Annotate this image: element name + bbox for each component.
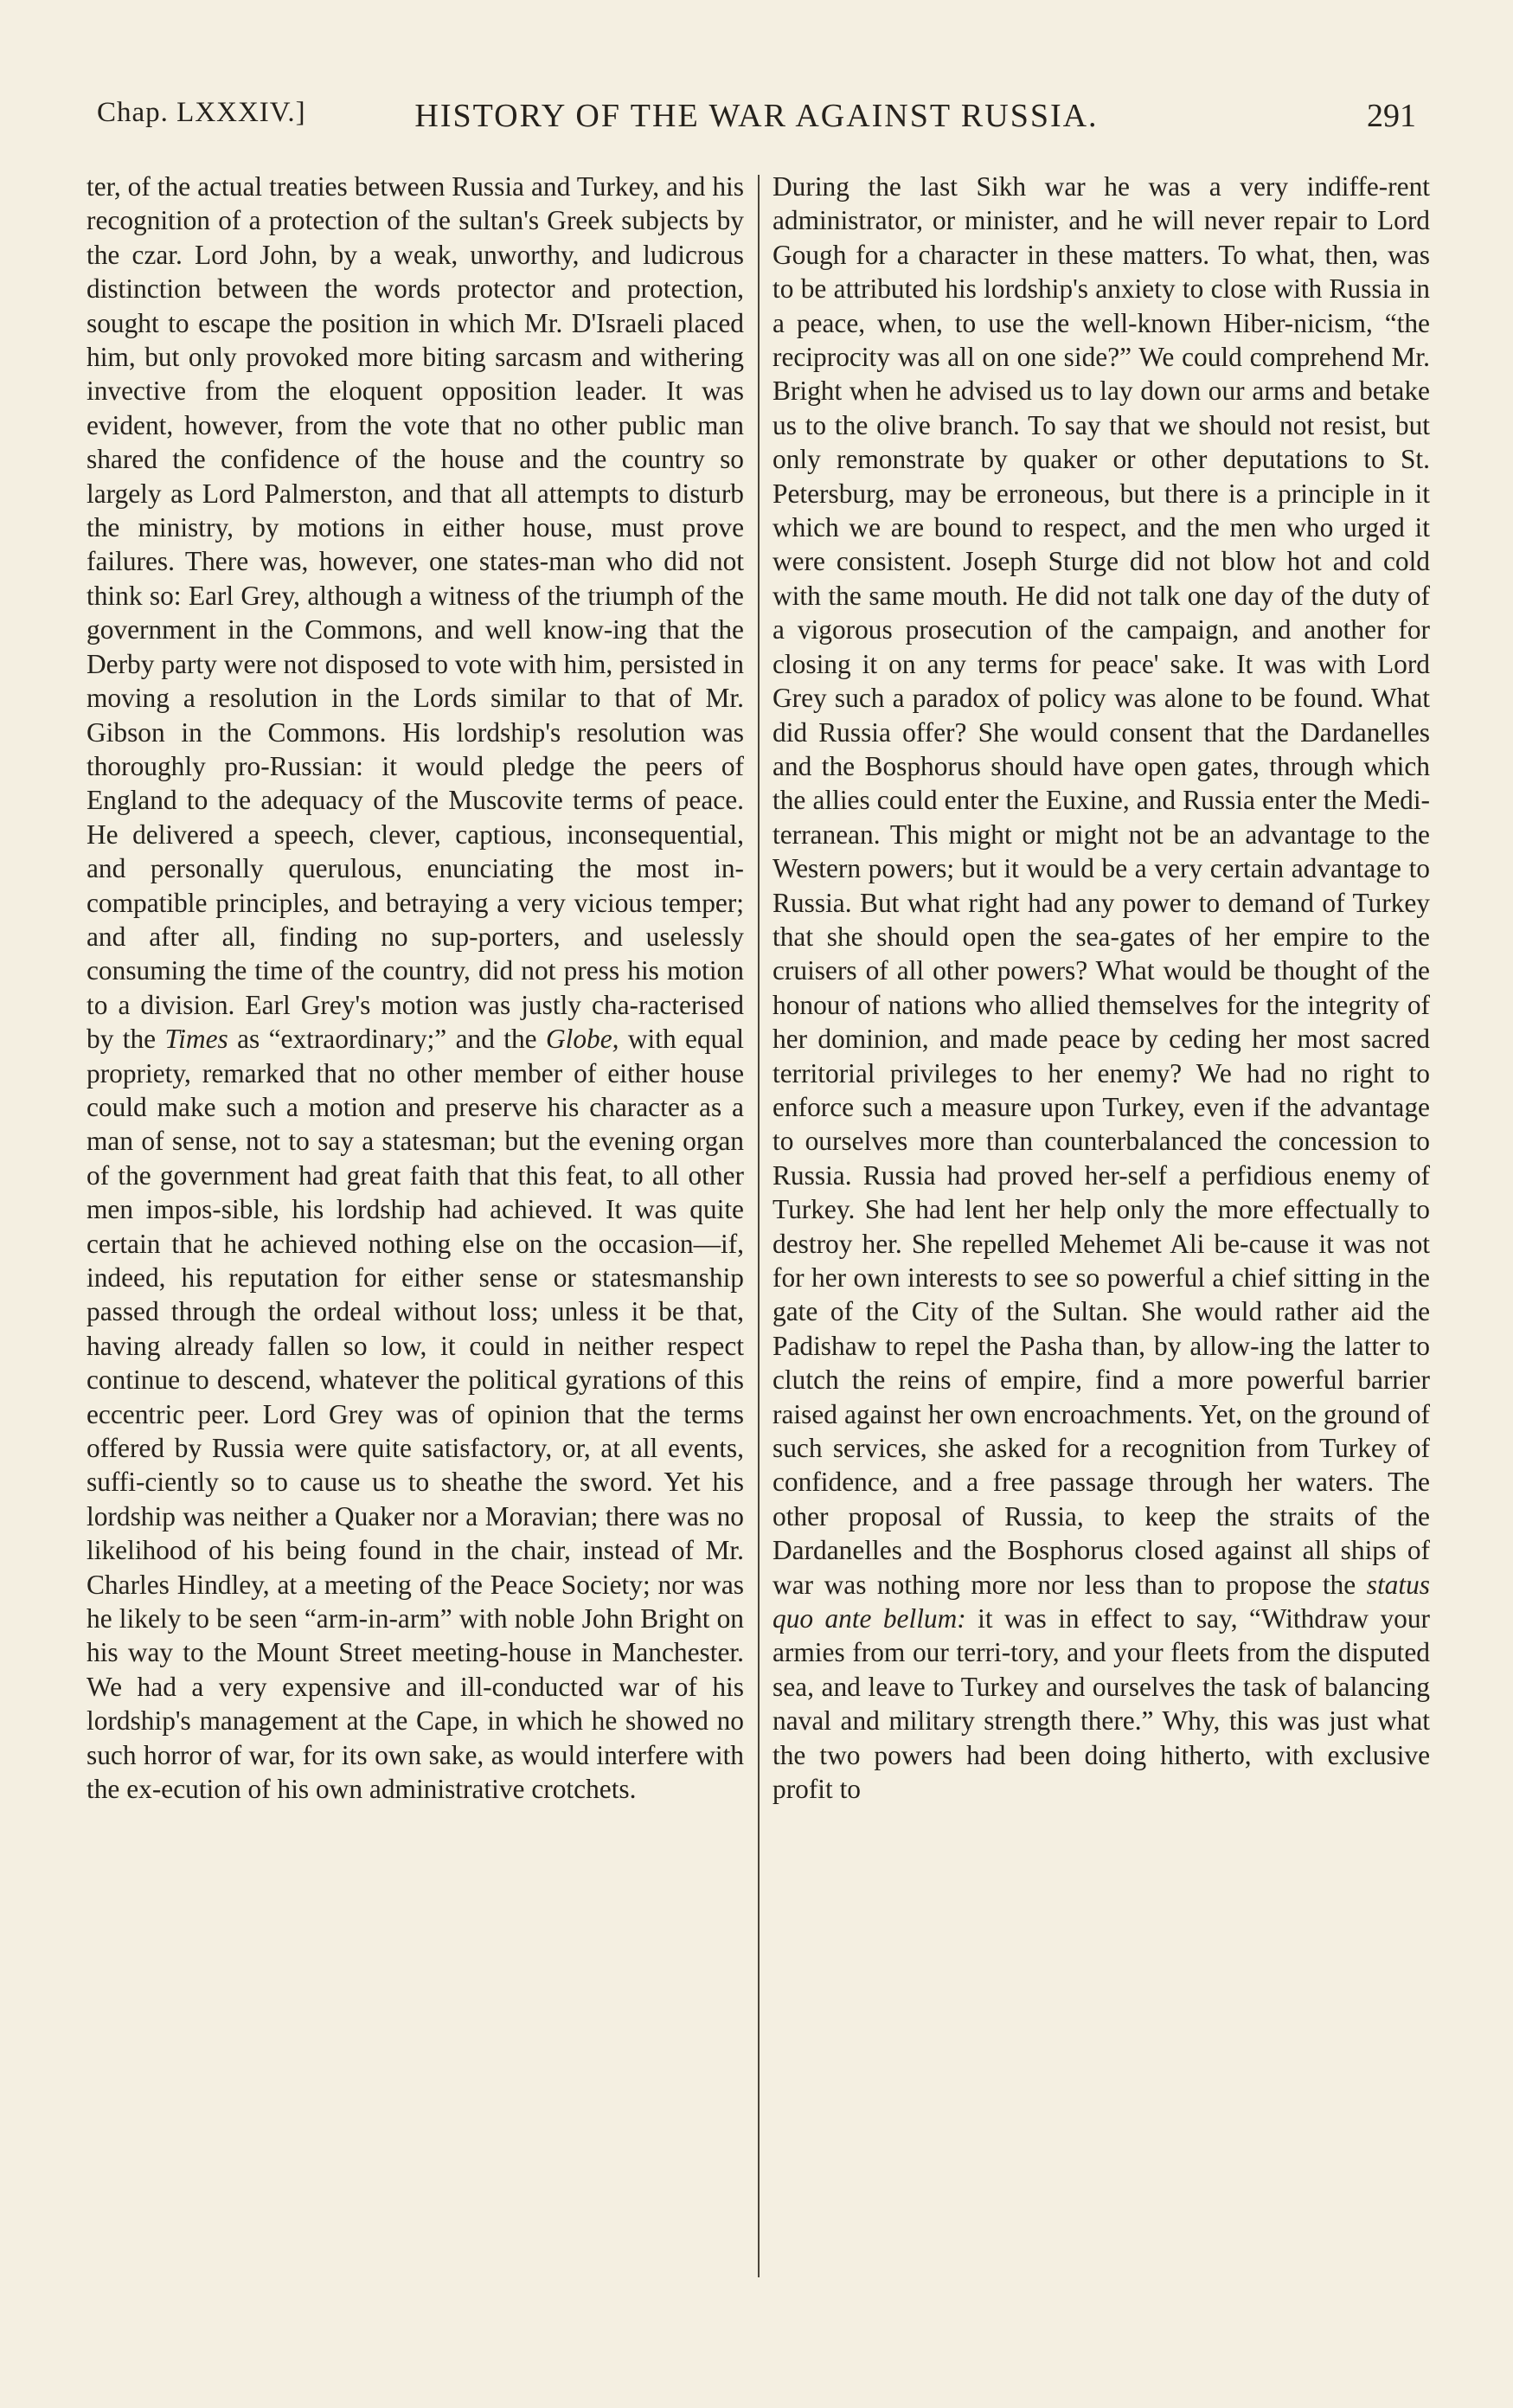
page-number: 291 xyxy=(1367,98,1416,134)
column-divider xyxy=(758,175,760,2277)
right-text-1: During the last Sikh war he was a very indiffe-rent administrator, or minister, and he will never repair to Lord Gough for a character in these matters. To what, then, was to be attributed his lordship's anxiety to close with Russia in a peace, when, to use the well-known Hiber-nicism, “the reciprocity was all on one side?” We could comprehend Mr. Bright when he advised us to lay down our arms and betake us to the olive branch. To say that we should not resist, but only remonstrate by quaker or other deputations to St. Petersburg, may be erroneous, but there is a principle in it which we are bound to respect, and the men who urged it were consistent. Joseph Sturge did not blow hot and cold with the same mouth. He did not talk one day of the duty of a vigorous prosecution of the campaign, and another for closing it on any terms for peace' sake. It was with Lord Grey such a paradox of policy was alone to be found. What did Russia offer? She would consent that the Dardanelles and the Bosphorus should have open gates, through which the allies could enter the Euxine, and Russia enter the Medi-terranean. This might or might not be an advantage to the Western powers; but it would be a very certain advantage to Russia. But what right had any power to demand of Turkey that she should open the sea-gates of her empire to the cruisers of all other powers? What would be thought of the honour of nations who allied themselves for the integrity of her dominion, and made peace by ceding her most sacred territorial privileges to her enemy? We had no right to enforce such a measure upon Turkey, even if the advantage to ourselves more than counterbalanced the concession to Russia. Russia had proved her-self a perfidious enemy of Turkey. She had lent her help only the more effectually to destroy her. She repelled Mehemet Ali be-cause it was not for her own interests to see so powerful a chief sitting in the gate of the City of the Sultan. She would rather aid the Padishaw to repel the Pasha than, by allow-ing the latter to clutch the reins of empire, find a more powerful barrier raised against her own encroachments. Yet, on the ground of such services, she asked for a recognition from Turkey of confidence, and a free passage through her waters. The other proposal of Russia, to keep the straits of the Dardanelles and the Bosphorus closed against all ships of war was nothing more nor less than to propose the xyxy=(773,171,1430,1600)
status-quo-phrase: status quo ante bellum: xyxy=(773,1569,1430,1634)
left-text-3: with equal propriety, remarked that no other member of either house could make such a motion and preserve his character as a man of sense, not to say a statesman; but the evening organ of the government had great faith that this feat, to all other men impos-sible, his lordship had achieved. It was quite certain that he achieved nothing else on the occasion—if, indeed, his reputation for either sense or statesmanship passed through the ordeal without loss; unless it be that, having already fallen so low, it could in neither respect continue to descend, whatever the political gyrations of this eccentric peer. Lord Grey was of opinion that the terms offered by Russia were quite satisfactory, or, at all events, suffi-ciently so to cause us to sheathe the sword. Yet his lordship was neither a Quaker nor a Moravian; there was no likelihood of his being found in the chair, instead of Mr. Charles Hindley, at a meeting of the Peace Society; nor was he likely to be seen “arm-in-arm” with noble John Bright on his way to the Mount Street meeting-house in Manchester. We had a very expensive and ill-conducted war of his lordship's management at the Cape, in which he showed no such horror of war, for its own sake, as would interfere with the ex-ecution of his own administrative crotchets. xyxy=(87,1024,745,1805)
right-paragraph xyxy=(773,170,1430,1807)
right-text-2: it was in effect to say, “Withdraw your armies from our terri-tory, and your fleets from the disputed sea, and leave to Turkey and ourselves the task of balancing naval and military strength there.” Why, this was just what the two powers had been doing hitherto, with exclusive profit to xyxy=(773,1603,1430,1805)
times-title: Times xyxy=(164,1024,228,1055)
page-title: HISTORY OF THE WAR AGAINST RUSSIA. xyxy=(414,98,1099,134)
running-header xyxy=(97,97,1416,147)
left-text-2: as “extraordinary;” and the xyxy=(237,1024,537,1055)
left-column xyxy=(87,170,744,1807)
chapter-label: Chap. LXXXIV.] xyxy=(97,97,306,128)
right-column xyxy=(773,170,1430,1807)
left-paragraph xyxy=(87,170,744,1807)
globe-title: Globe, xyxy=(545,1024,619,1055)
left-text-1: ter, of the actual treaties between Russia and Turkey, and his recognition of a protection of the sultan's Greek subjects by the czar. Lord John, by a weak, unworthy, and ludicrous distinction between the words protector and protection, sought to escape the position in which Mr. D'Israeli placed him, but only provoked more biting sarcasm and withering invective from the eloquent opposition leader. It was evident, however, from the vote that no other public man shared the confidence of the house and the country so largely as Lord Palmerston, and that all attempts to disturb the ministry, by motions in either house, must prove failures. There was, however, one states-man who did not think so: Earl Grey, although a witness of the triumph of the government in the Commons, and well know-ing that the Derby party were not disposed to vote with him, persisted in moving a resolution in the Lords similar to that of Mr. Gibson in the Commons. His lordship's resolution was thoroughly pro-Russian: it would pledge the peers of England to the adequacy of the Muscovite terms of peace. He delivered a speech, clever, captious, inconsequential, and personally querulous, enunciating the most in-compatible principles, and betraying a very vicious temper; and after all, finding no sup-porters, and uselessly consuming the time of the country, did not press his motion to a division. Earl Grey's motion was justly cha-racterised by the xyxy=(87,171,744,1055)
